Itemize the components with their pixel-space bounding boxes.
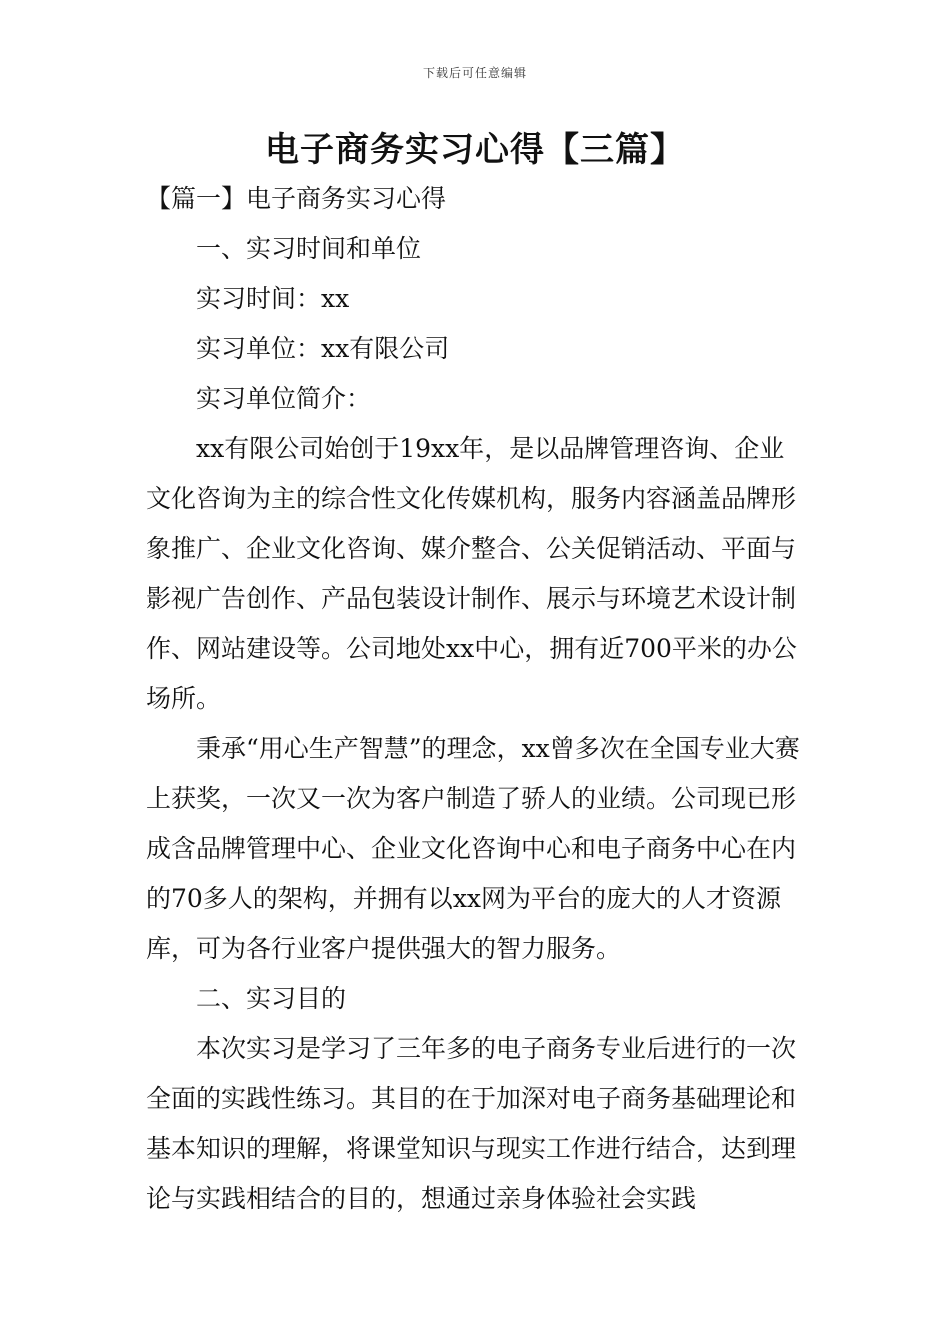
section-heading: 【篇一】电子商务实习心得 bbox=[146, 184, 447, 213]
paragraph-unit-intro-label: 实习单位简介： bbox=[196, 384, 372, 413]
paragraph-company-description: xx有限公司始创于19xx年，是以品牌管理咨询、企业文化咨询为主的综合性文化传媒机构，服务内容涵盖品牌形象推广、企业文化咨询、媒介整合、公关促销活动、平面与影视广告创作、产品包装设计制作、展示与环境艺术设计制作、网站建设等。公司地处xx中心，拥有近700平米的办公场所。 bbox=[146, 434, 797, 713]
paragraph-internship-time-unit-heading: 一、实习时间和单位 bbox=[196, 234, 422, 263]
paragraph-internship-time: 实习时间：xx bbox=[196, 284, 350, 313]
document-body bbox=[146, 174, 808, 1224]
paragraph-company-philosophy: 秉承“用心生产智慧”的理念，xx曾多次在全国专业大赛上获奖，一次又一次为客户制造了骄人的业绩。公司现已形成含品牌管理中心、企业文化咨询中心和电子商务中心在内的70多人的架构，并拥有以xx网为平台的庞大的人才资源库，可为各行业客户提供强大的智力服务。 bbox=[146, 734, 800, 963]
paragraph-internship-purpose: 本次实习是学习了三年多的电子商务专业后进行的一次全面的实践性练习。其目的在于加深对电子商务基础理论和基本知识的理解，将课堂知识与现实工作进行结合，达到理论与实践相结合的目的，想通过亲身体验社会实践 bbox=[146, 1034, 797, 1213]
paragraph-internship-purpose-heading: 二、实习目的 bbox=[196, 984, 347, 1013]
header-note: 下载后可任意编辑 bbox=[422, 66, 527, 80]
paragraph-internship-unit: 实习单位：xx有限公司 bbox=[196, 334, 450, 363]
document-title: 电子商务实习心得【三篇】 bbox=[265, 130, 685, 170]
